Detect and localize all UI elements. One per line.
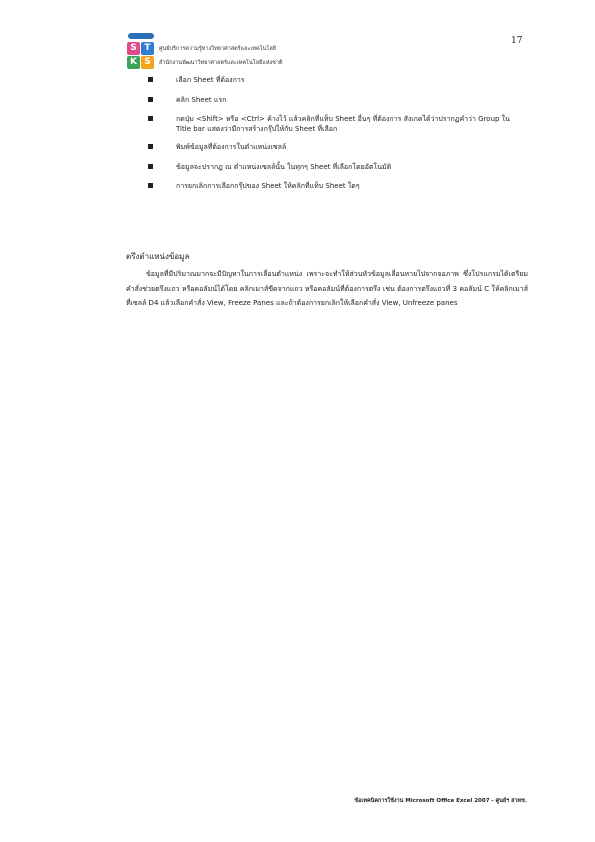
square-bullet-icon [148, 144, 153, 149]
logo-tile-t: T [141, 42, 154, 55]
page-number: 17 [511, 36, 523, 46]
logo-banner [128, 33, 154, 39]
bullet-item [146, 75, 526, 85]
bullet-list [146, 75, 526, 201]
bullet-text: การยกเลิกการเลือกกรุ๊ปของ Sheet ให้คลิกที่แท็บ Sheet ใดๆ [176, 182, 360, 190]
square-bullet-icon [148, 183, 153, 188]
bullet-item [146, 142, 526, 152]
square-bullet-icon [148, 97, 153, 102]
org-name-line-2: สำนักงานพัฒนาวิทยาศาสตร์และเทคโนโลยีแห่งชาติ [159, 60, 283, 66]
logo-tile-s: S [127, 42, 140, 55]
bullet-text: กดปุ่ม <Shift> หรือ <Ctrl> ค้างไว้ แล้วคลิกที่แท็บ Sheet อื่นๆ ที่ต้องการ สังเกตได้ว่าปรากฏคำว่า Group ใน Title bar แสดงว่ามีการสร้างกรุ๊ปให้กับ Sheet ที่เลือก [176, 115, 510, 133]
body-paragraph: ข้อมูลที่มีปริมาณมากจะมีปัญหาในการเลื่อนตำแหน่ง เพราะจะทำให้ส่วนหัวข้อมูลเลื่อนหายไปจากจอภาพ ซึ่งโปรแกรมได้เตรียมคำสั่งช่วยตรึงแถว หรือคอลัมน์ได้โดย คลิกเมาส์ขีดจากแถว หรือคอลัมน์ที่ต้องการตรึง เช่น ต้องการตรึงแถวที่ 3 คอลัมน์ C ให้คลิกเมาส์ที่เซลล์ D4 แล้วเลือกคำสั่ง View, Freeze Panes และถ้าต้องการยกเลิกให้เลือกคำสั่ง View, Unfreeze panes [126, 270, 528, 307]
bullet-text: ข้อมูลจะปรากฏ ณ ตำแหน่งเซลล์นั้น ในทุกๆ Sheet ที่เลือกโดยอัตโนมัติ [176, 162, 392, 171]
section-heading: ตรึงตำแหน่งข้อมูล [126, 252, 190, 261]
square-bullet-icon [148, 116, 153, 121]
bullet-text: คลิก Sheet แรก [176, 95, 227, 104]
square-bullet-icon [148, 164, 153, 169]
org-name-line-1: ศูนย์บริการความรู้ทางวิทยาศาสตร์และเทคโนโลยี [159, 46, 276, 52]
logo-tile-k: K [127, 56, 140, 69]
bullet-item [146, 181, 526, 191]
bullet-item [146, 162, 526, 172]
bullet-text: พิมพ์ข้อมูลที่ต้องการในตำแหน่งเซลล์ [176, 143, 287, 151]
stks-logo [124, 33, 158, 71]
bullet-item [146, 95, 526, 105]
page-footer: ข้อเทคนิคการใช้งาน Microsoft Office Excel 2007 - ศูนย์ฯ สวทช. [354, 798, 527, 804]
logo-tile-s2: S [141, 56, 154, 69]
bullet-item [146, 114, 526, 134]
square-bullet-icon [148, 77, 153, 82]
bullet-text: เลือก Sheet ที่ต้องการ [176, 76, 245, 84]
